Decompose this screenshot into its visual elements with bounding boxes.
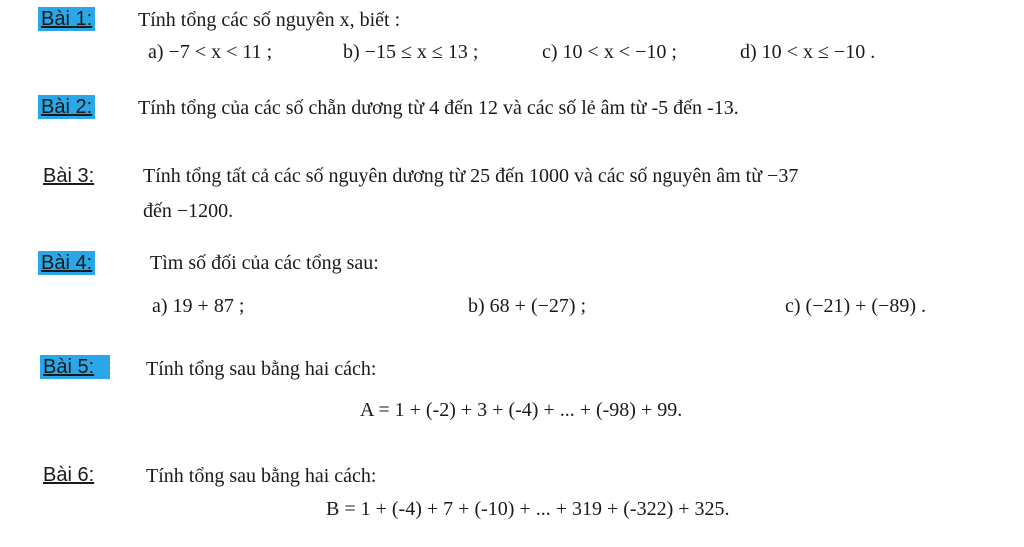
problem-3-text: Tính tổng tất cả các số nguyên dương từ 25 đến 1000 và các số nguyên âm từ −37	[143, 165, 799, 187]
problem-2-label: Bài 2:	[38, 95, 95, 119]
problem-1-item-a: a) −7 < x < 11 ;	[148, 41, 273, 63]
problem-4-label: Bài 4:	[38, 251, 95, 275]
problem-3-text-line2: đến −1200.	[143, 200, 234, 222]
problem-1-item-c: c) 10 < x < −10 ;	[542, 41, 677, 63]
problem-5-formula: A = 1 + (-2) + 3 + (-4) + ... + (-98) + 99.	[360, 399, 683, 421]
problem-4-item-a: a) 19 + 87 ;	[152, 295, 245, 317]
problem-4-item-b: b) 68 + (−27) ;	[468, 295, 587, 317]
problem-5-label: Bài 5:	[40, 355, 110, 379]
problem-3-label: Bài 3:	[43, 165, 95, 187]
problem-2-text: Tính tổng của các số chẵn dương từ 4 đến 12 và các số lẻ âm từ -5 đến -13.	[138, 97, 739, 119]
problem-1-label: Bài 1:	[38, 7, 95, 31]
problem-6-text: Tính tổng sau bằng hai cách:	[146, 465, 377, 487]
problem-1-item-b: b) −15 ≤ x ≤ 13 ;	[343, 41, 479, 63]
problem-4-item-c: c) (−21) + (−89) .	[785, 295, 927, 317]
problem-1-text: Tính tổng các số nguyên x, biết :	[138, 9, 401, 31]
problem-6-label: Bài 6:	[43, 464, 95, 486]
problem-1-item-d: d) 10 < x ≤ −10 .	[740, 41, 876, 63]
problem-5-text: Tính tổng sau bằng hai cách:	[146, 358, 377, 380]
problem-4-text: Tìm số đối của các tổng sau:	[150, 252, 379, 274]
problem-6-formula: B = 1 + (-4) + 7 + (-10) + ... + 319 + (-322) + 325.	[326, 498, 730, 520]
